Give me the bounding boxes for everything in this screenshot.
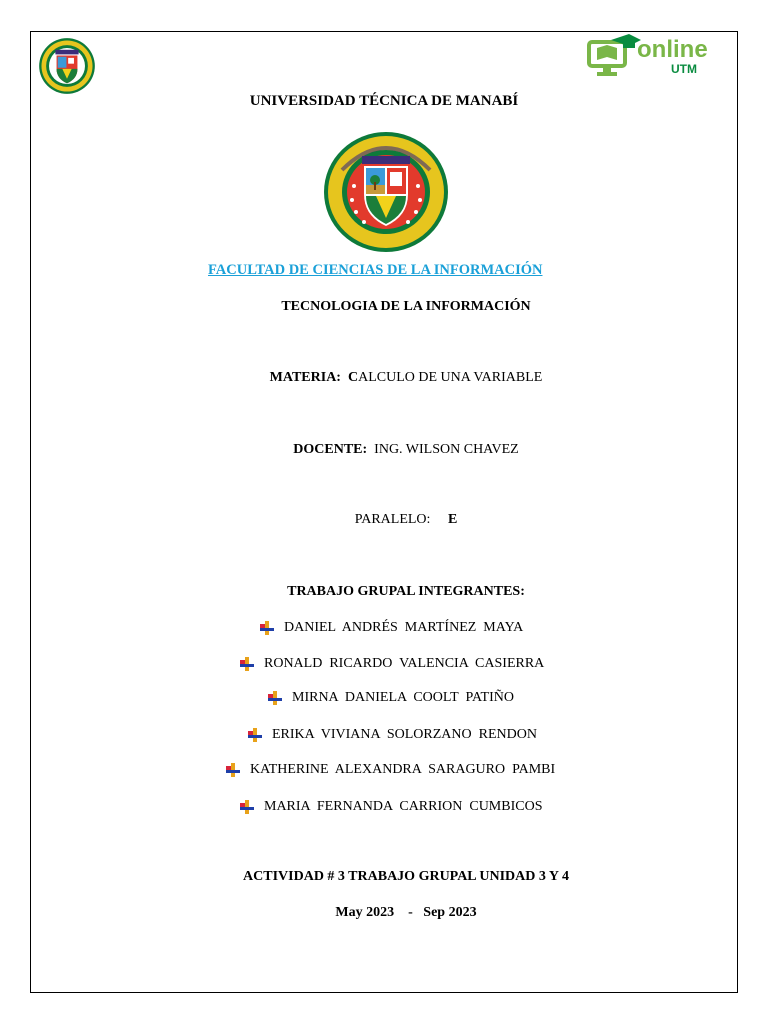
member-name: DANIEL ANDRÉS MARTÍNEZ MAYA: [284, 620, 524, 635]
member-item: [226, 762, 555, 778]
paralelo-line: [22, 512, 768, 528]
bullet-icon: [260, 621, 274, 635]
member-name: KATHERINE ALEXANDRA SARAGURO PAMBI: [250, 762, 556, 777]
member-name: MARIA FERNANDA CARRION CUMBICOS: [264, 799, 543, 814]
bullet-icon: [226, 763, 240, 777]
activity-title: ACTIVIDAD # 3 TRABAJO GRUPAL UNIDAD 3 Y 4: [243, 869, 569, 884]
member-item: [248, 727, 537, 743]
bullet-icon: [240, 657, 254, 671]
monitor-graduation-cap-icon: [585, 34, 641, 80]
bullet-icon: [248, 728, 262, 742]
paralelo-value: E: [447, 512, 458, 527]
career-title: TECNOLOGIA DE LA INFORMACIÓN: [281, 299, 531, 314]
materia-line: [22, 370, 768, 386]
university-seal-icon: [322, 130, 450, 254]
bullet-icon: [268, 691, 282, 705]
docente-label: DOCENTE:: [293, 442, 368, 457]
member-name: ERIKA VIVIANA SOLORZANO RENDON: [272, 727, 537, 742]
bullet-icon: [240, 800, 254, 814]
online-utm-logo: [585, 34, 715, 82]
group-title: TRABAJO GRUPAL INTEGRANTES:: [287, 584, 525, 599]
materia-value: ALCULO DE UNA VARIABLE: [358, 370, 543, 385]
docente-value: ING. WILSON CHAVEZ: [374, 442, 519, 457]
university-seal-small-icon: [38, 37, 96, 95]
faculty-link[interactable]: FACULTAD DE CIENCIAS DE LA INFORMACIÓN: [208, 262, 543, 278]
paralelo-label: PARALELO:: [354, 512, 431, 527]
online-word: online: [637, 36, 708, 63]
period: May 2023 - Sep 2023: [335, 905, 477, 920]
member-item: [240, 656, 544, 672]
utm-word: UTM: [671, 62, 697, 76]
member-item: [268, 690, 514, 706]
member-name: MIRNA DANIELA COOLT PATIÑO: [292, 690, 514, 705]
member-item: [260, 620, 523, 636]
docente-line: [22, 442, 768, 458]
materia-label: MATERIA:: [269, 370, 341, 385]
member-name: RONALD RICARDO VALENCIA CASIERRA: [264, 656, 545, 671]
member-item: [240, 799, 543, 815]
university-name: UNIVERSIDAD TÉCNICA DE MANABÍ: [249, 93, 519, 109]
materia-initial: C: [347, 370, 359, 385]
